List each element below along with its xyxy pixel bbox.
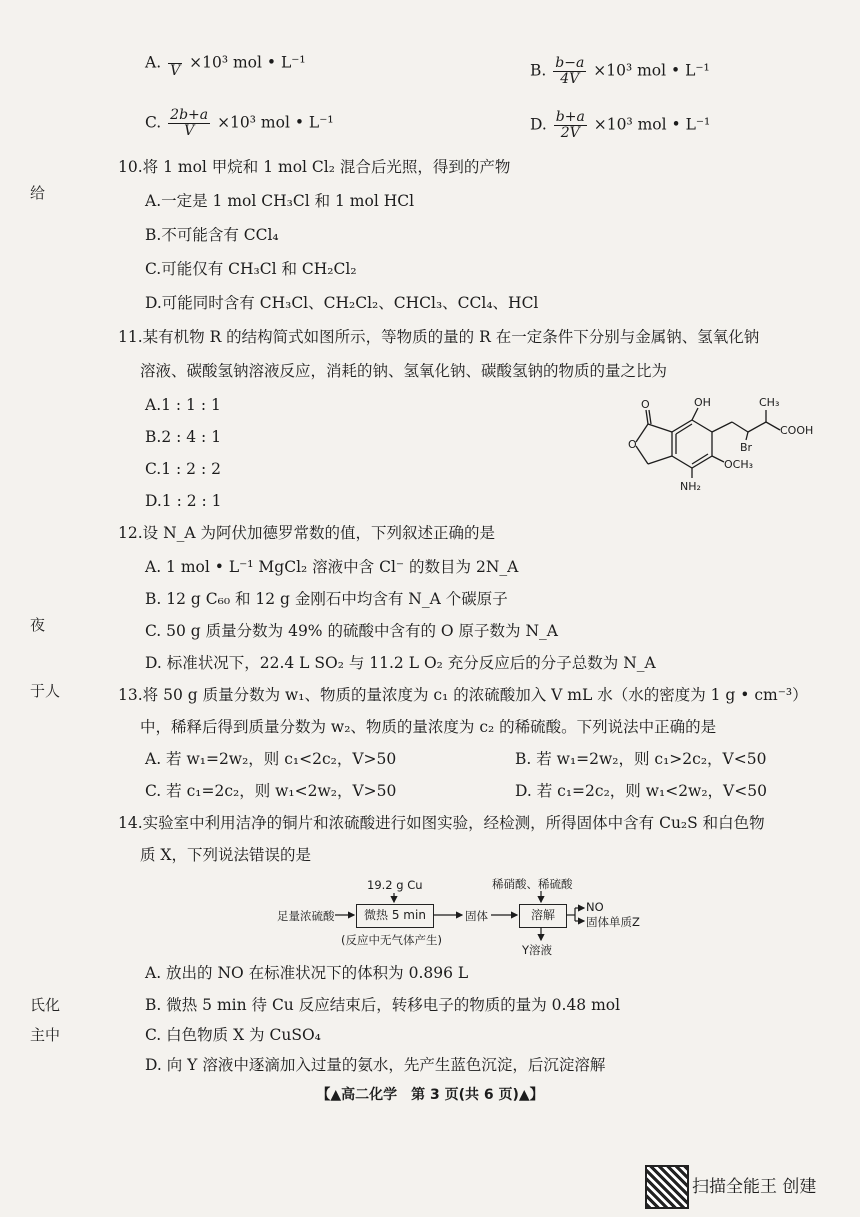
margin-fragment: 氏化 — [30, 996, 61, 1014]
margin-fragment: 给 — [30, 184, 46, 202]
structure-label: COOH — [780, 424, 814, 437]
margin-fragment: 夜 — [30, 616, 46, 634]
q10-option-b: B.不可能含有 CCl₄ — [145, 226, 279, 244]
q10-option-d: D.可能同时含有 CH₃Cl、CH₂Cl₂、CHCl₃、CCl₄、HCl — [145, 294, 539, 312]
flow-solid-label: 固体 — [465, 909, 488, 923]
q14-option-d: D. 向 Y 溶液中逐滴加入过量的氨水，先产生蓝色沉淀，后沉淀溶解 — [145, 1056, 606, 1074]
structure-label: NH₂ — [680, 480, 701, 493]
flow-acid-label: 足量浓硫酸 — [277, 909, 335, 923]
structure-label: OCH₃ — [724, 458, 754, 471]
scanner-watermark: 扫描全能王 创建 — [692, 1177, 817, 1197]
structure-label: Br — [740, 441, 753, 454]
structure-label: O — [641, 398, 650, 411]
flow-note: (反应中无气体产生) — [341, 933, 442, 947]
q12-option-b: B. 12 g C₆₀ 和 12 g 金刚石中均含有 N_A 个碳原子 — [145, 590, 508, 608]
q9-option-b: B. $\frac{b-a}{4V}$ ×10³ mol • L⁻¹ — [530, 55, 710, 87]
structure-label: OH — [694, 396, 711, 409]
q12-option-d: D. 标准状况下，22.4 L SO₂ 与 11.2 L O₂ 充分反应后的分子总数为 N_A — [145, 654, 656, 672]
flow-out-z: 固体单质Z — [586, 915, 640, 929]
structure-label: CH₃ — [759, 396, 780, 409]
flow-box-dissolve: 溶解 — [519, 904, 567, 928]
margin-fragment: 于人 — [30, 682, 61, 700]
q13-stem-line1: 13.将 50 g 质量分数为 w₁、物质的量浓度为 c₁ 的浓硫酸加入 V mL 水（水的密度为 1 g • cm⁻³） — [118, 686, 808, 704]
q13-option-d: D. 若 c₁=2c₂，则 w₁<2w₂，V<50 — [515, 782, 767, 800]
q10-option-c: C.可能仅有 CH₃Cl 和 CH₂Cl₂ — [145, 260, 357, 278]
page-footer: 【▲高二化学 第 3 页(共 6 页)▲】 — [316, 1087, 544, 1103]
flow-reagents-label: 稀硝酸、稀硫酸 — [492, 877, 573, 891]
q13-option-c: C. 若 c₁=2c₂，则 w₁<2w₂，V>50 — [145, 782, 397, 800]
q14-option-a: A. 放出的 NO 在标准状况下的体积为 0.896 L — [145, 964, 469, 982]
q14-stem-line2: 质 X，下列说法错误的是 — [140, 846, 311, 864]
structure-label: O — [628, 438, 637, 451]
margin-fragment: 主中 — [30, 1026, 61, 1044]
q11-option-d: D.1 : 2 : 1 — [145, 492, 222, 510]
q14-option-b: B. 微热 5 min 待 Cu 反应结束后，转移电子的物质的量为 0.48 mol — [145, 996, 621, 1014]
q12-option-c: C. 50 g 质量分数为 49% 的硫酸中含有的 O 原子数为 N_A — [145, 622, 558, 640]
flow-box-heat: 微热 5 min — [356, 904, 434, 928]
q13-option-a: A. 若 w₁=2w₂，则 c₁<2c₂，V>50 — [145, 750, 397, 768]
q9-option-a: A. V ×10³ mol • L⁻¹ — [145, 48, 306, 79]
q12-option-a: A. 1 mol • L⁻¹ MgCl₂ 溶液中含 Cl⁻ 的数目为 2N_A — [145, 558, 519, 576]
q13-stem-line2: 中，稀释后得到质量分数为 w₂、物质的量浓度为 c₂ 的稀硫酸。下列说法中正确的是 — [140, 718, 717, 736]
qr-code-icon — [645, 1165, 689, 1209]
q11-stem-line2: 溶液、碳酸氢钠溶液反应，消耗的钠、氢氧化钠、碳酸氢钠的物质的量之比为 — [140, 362, 668, 380]
q11-option-c: C.1 : 2 : 2 — [145, 460, 221, 478]
q10-option-a: A.一定是 1 mol CH₃Cl 和 1 mol HCl — [145, 192, 415, 210]
q14-stem-line1: 14.实验室中利用洁净的铜片和浓硫酸进行如图实验，经检测，所得固体中含有 Cu₂S 和白色物 — [118, 814, 765, 832]
q11-option-a: A.1 : 1 : 1 — [145, 396, 221, 414]
q14-option-c: C. 白色物质 X 为 CuSO₄ — [145, 1026, 321, 1044]
q10-stem: 10.将 1 mol 甲烷和 1 mol Cl₂ 混合后光照，得到的产物 — [118, 158, 511, 176]
q12-stem: 12.设 N_A 为阿伏加德罗常数的值，下列叙述正确的是 — [118, 524, 496, 542]
q9-option-c: C. $\frac{2b+a}{V}$ ×10³ mol • L⁻¹ — [145, 107, 334, 139]
flow-out-y: Y溶液 — [522, 943, 553, 957]
q11-option-b: B.2 : 4 : 1 — [145, 428, 222, 446]
flow-cu-label: 19.2 g Cu — [367, 878, 423, 892]
q9-option-d: D. $\frac{b+a}{2V}$ ×10³ mol • L⁻¹ — [530, 109, 711, 141]
flow-out-no: NO — [586, 900, 604, 914]
q13-option-b: B. 若 w₁=2w₂，则 c₁>2c₂，V<50 — [515, 750, 767, 768]
q11-stem-line1: 11.某有机物 R 的结构简式如图所示，等物质的量的 R 在一定条件下分别与金属钠、氢氧化钠 — [118, 328, 760, 346]
